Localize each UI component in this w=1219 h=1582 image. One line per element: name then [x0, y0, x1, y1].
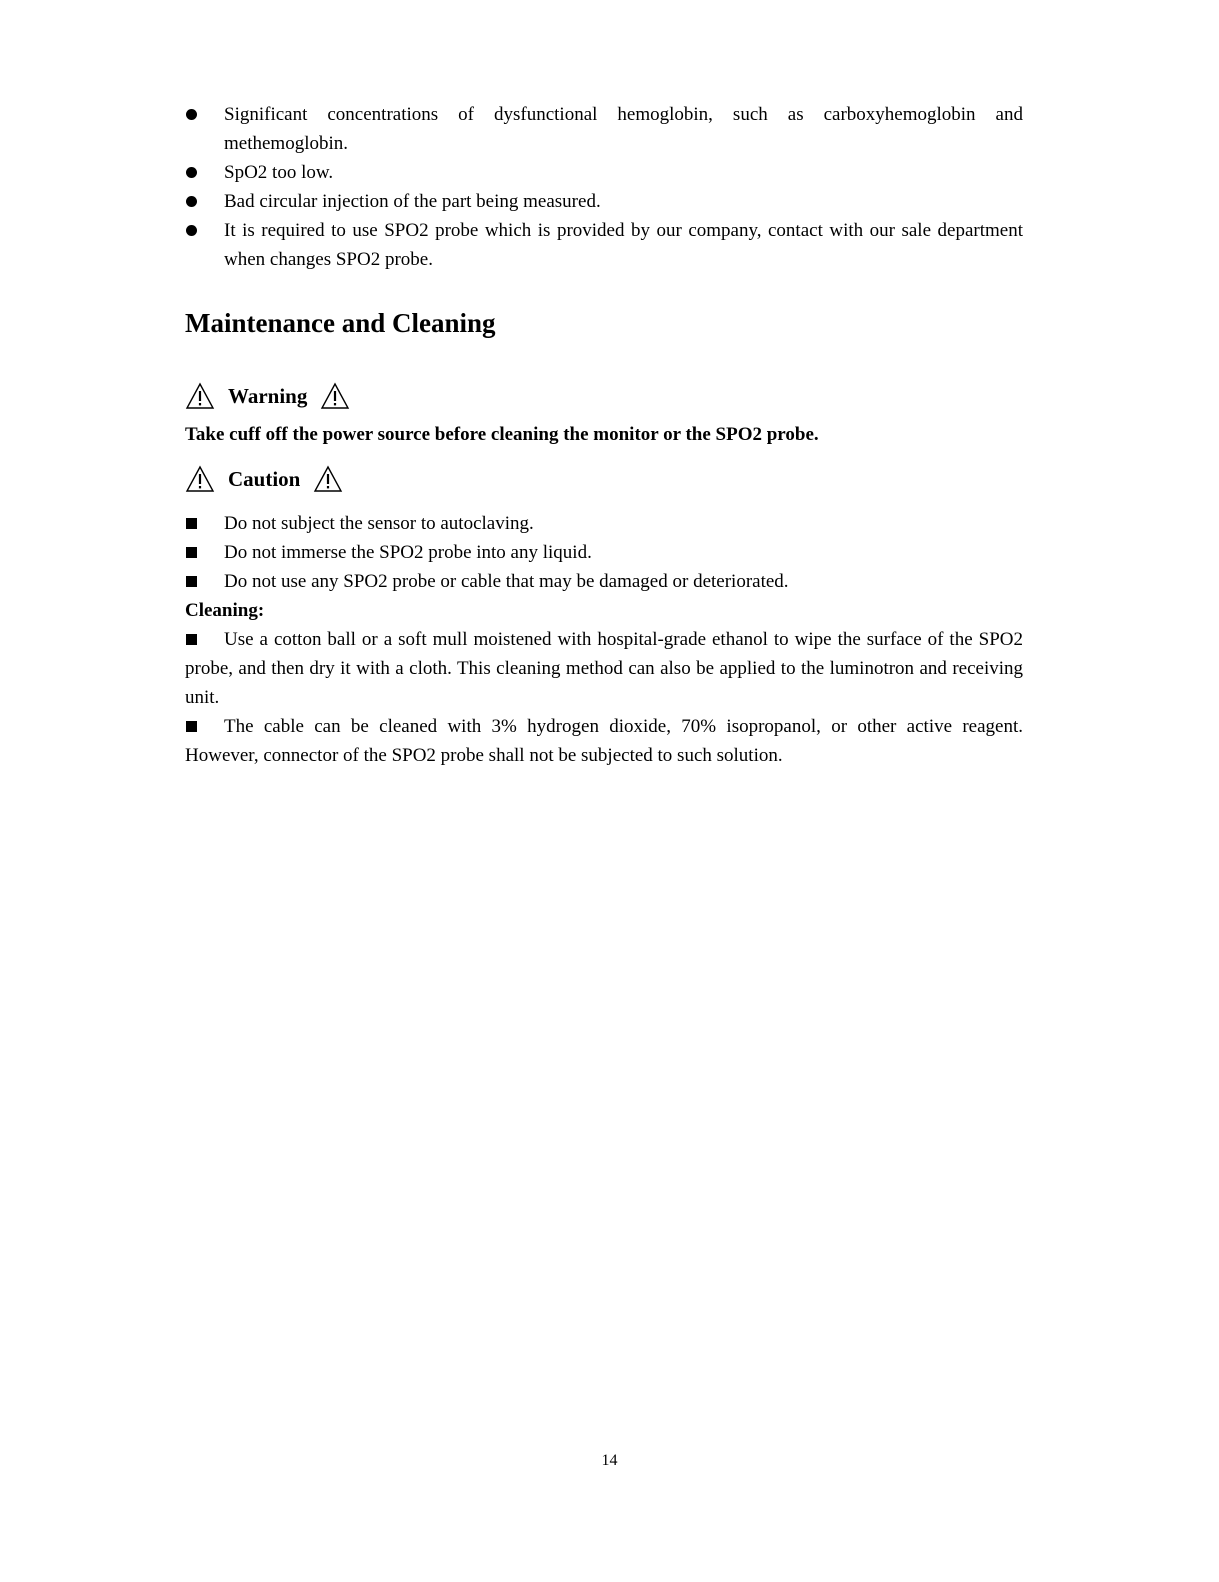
list-item [185, 187, 1023, 216]
cleaning-paragraph [185, 625, 1023, 712]
list-item-text: Significant concentrations of dysfunctional hemoglobin, such as carboxyhemoglobin and methemoglobin. [224, 104, 1023, 154]
list-item [185, 216, 1023, 274]
list-item [185, 538, 1023, 567]
cleaning-title: Cleaning: [185, 600, 265, 621]
list-item [185, 509, 1023, 538]
cleaning-paragraph-text: Use a cotton ball or a soft mull moistened with hospital-grade ethanol to wipe the surface of the SPO2 probe, and then dry it with a cloth. This cleaning method can also be applied to the luminotron and receiving unit. [185, 629, 1023, 708]
bullet-square-icon [186, 518, 197, 529]
section-title: Maintenance and Cleaning [185, 308, 496, 338]
intro-bullet-list [185, 100, 1023, 274]
caution-list [185, 509, 1023, 596]
cleaning-paragraph [185, 712, 1023, 770]
list-item [185, 567, 1023, 596]
bullet-dot-icon [186, 196, 197, 207]
document-page [185, 100, 1023, 770]
warning-heading [185, 378, 1023, 414]
list-item-text: SpO2 too low. [224, 162, 334, 183]
bullet-dot-icon [186, 109, 197, 120]
warning-text: Take cuff off the power source before cleaning the monitor or the SPO2 probe. [185, 424, 819, 445]
bullet-square-icon [186, 634, 197, 645]
list-item-text: It is required to use SPO2 probe which is provided by our company, contact with our sale department when changes SPO2 probe. [224, 220, 1023, 270]
warning-triangle-icon [185, 465, 215, 493]
cleaning-paragraph-text: The cable can be cleaned with 3% hydrogen dioxide, 70% isopropanol, or other active reagent. However, connector of the SPO2 probe shall not be subjected to such solution. [185, 716, 1023, 766]
bullet-dot-icon [186, 225, 197, 236]
bullet-square-icon [186, 547, 197, 558]
caution-heading [185, 461, 1023, 497]
caution-label: Caution [228, 466, 301, 491]
warning-triangle-icon [185, 382, 215, 410]
list-item [185, 100, 1023, 158]
bullet-square-icon [186, 576, 197, 587]
bullet-square-icon [186, 721, 197, 732]
list-item-text: Do not immerse the SPO2 probe into any liquid. [224, 542, 592, 563]
list-item-text: Bad circular injection of the part being measured. [224, 191, 601, 212]
page-number: 14 [601, 1452, 618, 1469]
list-item-text: Do not subject the sensor to autoclaving. [224, 513, 534, 534]
list-item-text: Do not use any SPO2 probe or cable that may be damaged or deteriorated. [224, 571, 789, 592]
warning-label: Warning [228, 383, 308, 408]
list-item [185, 158, 1023, 187]
warning-triangle-icon [320, 382, 350, 410]
warning-triangle-icon [313, 465, 343, 493]
bullet-dot-icon [186, 167, 197, 178]
